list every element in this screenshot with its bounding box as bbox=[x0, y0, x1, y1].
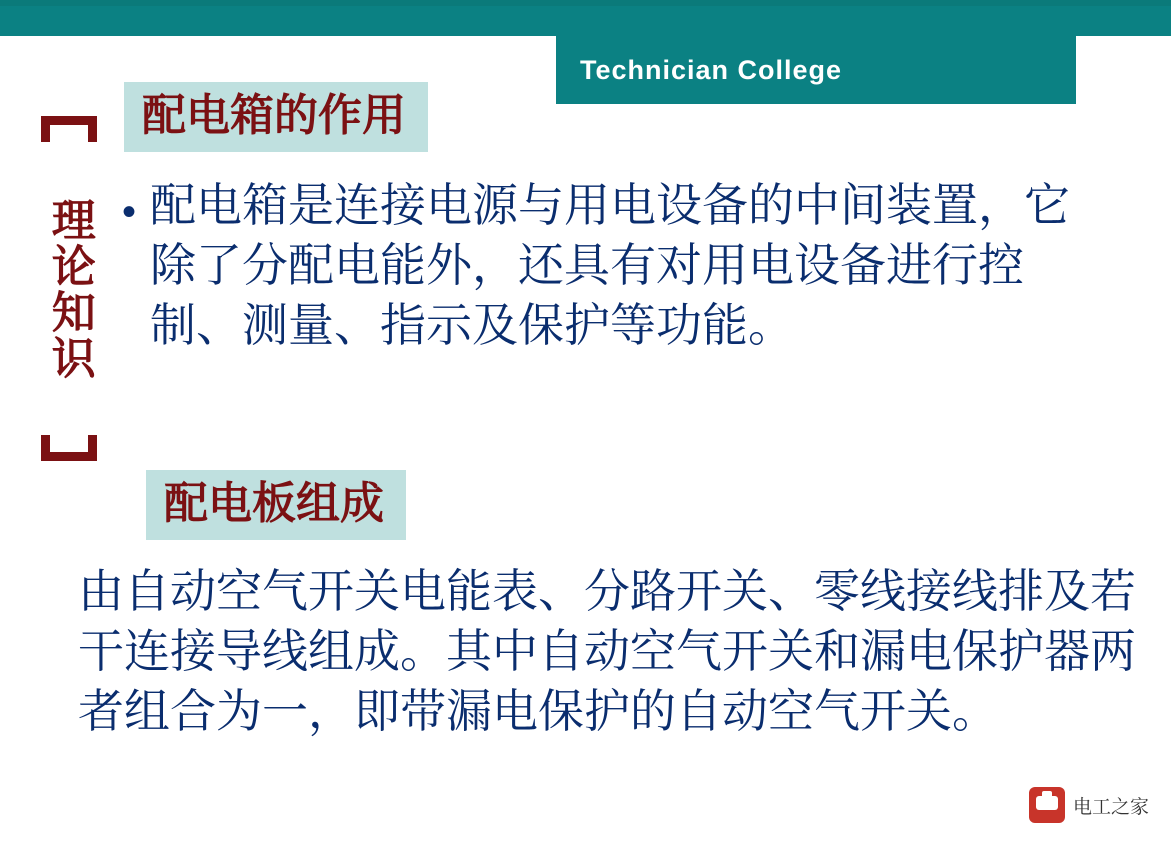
side-label-text: 理论知识 bbox=[43, 196, 95, 381]
bullet-text: 配电箱是连接电源与用电设备的中间装置，它除了分配电能外，还具有对用电设备进行控制、测量、指示及保护等功能。 bbox=[150, 178, 1071, 352]
section-heading-2: 配电板组成 bbox=[146, 470, 406, 540]
bracket-top-icon bbox=[41, 116, 97, 142]
paragraph-block bbox=[78, 562, 1168, 741]
logo-label: 电工之家 bbox=[1072, 795, 1149, 818]
logo-badge bbox=[1029, 787, 1149, 823]
paragraph-text: 由自动空气开关电能表、分路开关、零线接线排及若干连接导线组成。其中自动空气开关和漏电保护器两者组合为一，即带漏电保护的自动空气开关。 bbox=[78, 564, 1136, 738]
section-heading-1: 配电箱的作用 bbox=[124, 82, 428, 152]
side-label bbox=[36, 116, 102, 461]
top-teal-bar bbox=[0, 6, 1171, 36]
bullet-marker-icon: • bbox=[122, 190, 137, 234]
wechat-account-logo-icon bbox=[1029, 787, 1065, 823]
bracket-bottom-icon bbox=[41, 435, 97, 461]
header-block bbox=[556, 36, 1076, 104]
page-title: Technician College bbox=[580, 54, 843, 85]
bullet-item bbox=[122, 176, 1152, 355]
